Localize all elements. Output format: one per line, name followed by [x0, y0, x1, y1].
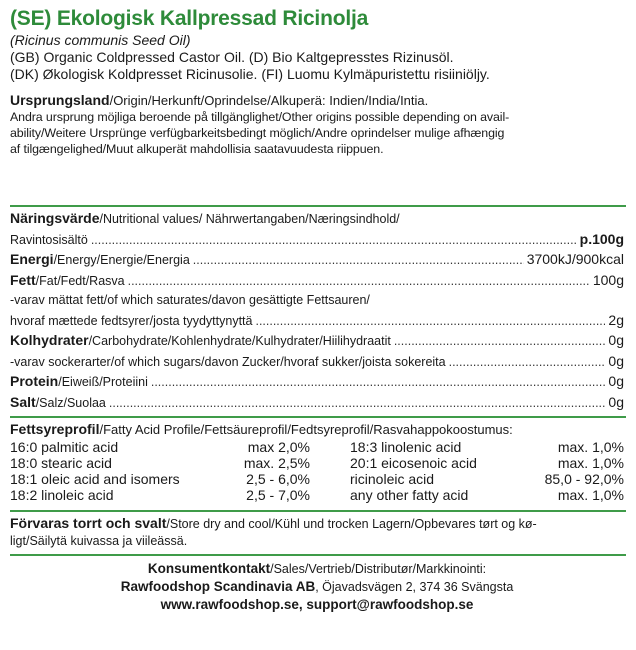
contact-section: [10, 560, 624, 614]
row-value: 0g: [608, 393, 624, 410]
nutrition-row-saturates-1: [10, 291, 624, 311]
fa-name: 18:2 linoleic acid: [10, 487, 114, 503]
contact-label: Konsumentkontakt: [147, 561, 271, 576]
product-title: (SE) Ekologisk Kallpressad Ricinolja: [10, 7, 369, 30]
row-label: Salt: [10, 393, 36, 410]
divider-middle: [10, 416, 626, 418]
nutrition-label: Näringsvärde: [10, 210, 100, 226]
row-value: 2g: [608, 311, 624, 328]
company-name: Rawfoodshop Scandinavia AB: [120, 579, 316, 594]
row-text: /Eiweiß/Proteiini: [58, 375, 148, 389]
fa-value: max 2,0%: [247, 439, 310, 455]
nutrition-row-protein: [10, 372, 624, 393]
row-label: Energi: [10, 251, 54, 267]
latin-name: (Ricinus communis Seed Oil): [10, 32, 191, 48]
row-text: /Energy/Energie/Energia: [53, 253, 190, 267]
translation-line-1: (GB) Organic Coldpressed Castor Oil. (D) Bio Kaltgepresstes Rizinusöl.: [10, 49, 454, 65]
nutrition-row-sugars: [10, 352, 624, 373]
row-text: hvoraf mættede fedtsyrer/josta tyydyttynyttä: [10, 313, 253, 328]
row-text: -varav sockerarter/of which sugars/davon Zucker/hvoraf sukker/joista sokereita: [10, 354, 446, 369]
fa-name: 18:0 stearic acid: [10, 455, 112, 471]
web-email: www.rawfoodshop.se, support@rawfoodshop.se: [160, 597, 474, 612]
fatty-acid-text: /Fatty Acid Profile/Fettsäureprofil/Fedtsyreprofil/Rasvahappokoostumus:: [99, 422, 513, 437]
storage-text: /Store dry and cool/Kühl und trocken Lagern/Opbevares tørt og kø-: [166, 517, 537, 531]
origin-label: Ursprungsland: [10, 92, 110, 108]
fa-name: 18:1 oleic acid and isomers: [10, 471, 180, 487]
origin-note-2: ability/Weitere Ursprünge verfügbarkeitsbedingt möglich/Andre oprindelser mulige afhængig: [10, 126, 505, 140]
row-value: 0g: [608, 373, 624, 389]
nutrition-header-text2: Ravintosisältö: [10, 232, 88, 247]
row-text: /Fat/Fedt/Rasva: [35, 273, 125, 288]
nutrition-row-energy: [10, 250, 624, 271]
fatty-acid-label: Fettsyreprofil: [10, 421, 100, 437]
company-address: , Öjavadsvägen 2, 374 36 Svängsta: [315, 580, 514, 594]
fa-value: max. 1,0%: [557, 455, 624, 471]
row-label: Fett: [10, 271, 36, 288]
translation-line-2: (DK) Økologisk Koldpresset Ricinusolie. (FI) Luomu Kylmäpuristettu risiiniöljy.: [10, 66, 490, 82]
row-label: Protein: [10, 373, 59, 389]
fa-value: 2,5 - 6,0%: [246, 471, 310, 487]
fa-name: 16:0 palmitic acid: [10, 439, 119, 455]
fatty-acid-header: [10, 420, 624, 439]
row-value: 0g: [608, 332, 624, 348]
origin-text: /Origin/Herkunft/Oprindelse/Alkuperä: Indien/India/Intia.: [109, 93, 429, 108]
row-value: 3700kJ/900kcal: [526, 251, 624, 267]
contact-line-2: [10, 578, 624, 596]
nutrition-row-salt: [10, 393, 624, 414]
nutrition-header-text: /Nutritional values/ Nährwertangaben/Næringsindhold/: [99, 212, 400, 226]
contact-line-1: [10, 560, 624, 578]
nutrition-row-saturates-2: [10, 311, 624, 332]
storage-label: Förvaras torrt och svalt: [10, 515, 167, 531]
origin-note-1: Andra ursprung möjliga beroende på tillgänglighet/Other origins possible depending on avail-: [10, 110, 510, 124]
fa-name: 20:1 eicosenoic acid: [350, 455, 477, 471]
row-text: -varav mättat fett/of which saturates/davon gesättigte Fettsauren/: [10, 293, 370, 307]
row-value: 100g: [592, 271, 624, 288]
nutrition-header-row2: [10, 230, 624, 251]
nutrition-table: [10, 209, 624, 413]
fa-name: ricinoleic acid: [350, 471, 435, 487]
per-100g: p.100g: [579, 230, 624, 247]
nutrition-row-carbs: [10, 331, 624, 352]
row-text: /Carbohydrate/Kohlenhydrate/Kulhydrater/Hiilihydraatit: [88, 334, 391, 348]
divider-bottom: [10, 554, 626, 556]
row-label: Kolhydrater: [10, 332, 89, 348]
origin-section: [10, 92, 624, 157]
fa-value: 85,0 - 92,0%: [544, 471, 624, 487]
fatty-acid-grid: [10, 439, 624, 503]
storage-section: [10, 515, 624, 550]
row-value: 0g: [608, 352, 624, 369]
row-text: /Salz/Suolaa: [35, 395, 106, 410]
fa-value: max. 2,5%: [243, 455, 310, 471]
fa-value: max. 1,0%: [557, 439, 624, 455]
nutrition-header: [10, 209, 624, 230]
fa-value: 2,5 - 7,0%: [246, 487, 310, 503]
contact-text: /Sales/Vertrieb/Distributør/Markkinointi:: [270, 562, 487, 576]
divider-top: [10, 205, 626, 207]
fatty-acid-section: [10, 420, 624, 503]
storage-text2: ligt/Säilytä kuivassa ja viileässä.: [10, 534, 188, 548]
origin-note-3: af tilgængelighed/Muut alkuperät mahdollisia saatavuudesta riippuen.: [10, 142, 384, 156]
nutrition-row-fat: [10, 271, 624, 292]
fa-value: max. 1,0%: [557, 487, 624, 503]
fa-name: 18:3 linolenic acid: [350, 439, 462, 455]
fa-name: any other fatty acid: [350, 487, 469, 503]
contact-line-3: [10, 596, 624, 614]
divider-lower: [10, 510, 626, 512]
product-label: [10, 6, 624, 614]
